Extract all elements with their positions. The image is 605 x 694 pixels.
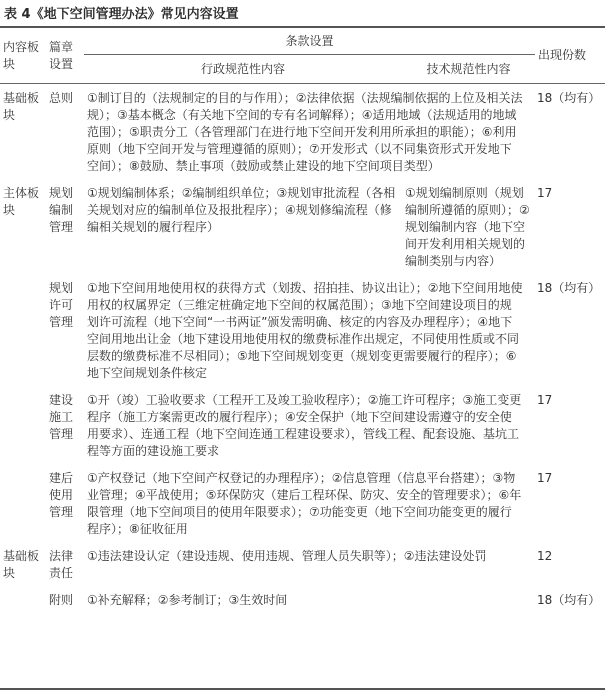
admin-cell: ①地下空间用地使用权的获得方式（划拨、招拍挂、协议出让）；②地下空间用地使用权的权属界定（三维定桩确定地下空间的权属范围）；③地下空间建设项目的规划许可流程（地下空间“一书两证”颁发需明确、核定的内容及办理程序）；④地下空间用地出让金（地下建设用地使用权的缴费标准作出规定，不同使用性质或不同层数的缴费标准不尽相同）；⑤地下空间规划变更（规划变更需要履行的程序）；⑥地下空间规划条件核定 (87, 281, 523, 380)
header-module: 内容板块 (0, 28, 46, 84)
table-row (0, 274, 605, 386)
admin-cell: ①违法建设认定（建设违规、使用违规、管理人员失职等）；②违法建设处罚 (87, 549, 487, 563)
admin-cell: ①产权登记（地下空间产权登记的办理程序）；②信息管理（信息平台搭建）；③物业管理；④平战使用；⑤环保防灾（建后工程环保、防灾、安全的管理要求）；⑥年限管理（地下空间项目的使用年限要求）；⑦功能变更（地下空间功能变更的履行程序）；⑧征收征用 (87, 471, 522, 536)
table-row (0, 586, 605, 613)
count-cell: 17 (537, 393, 553, 407)
content-settings-table (0, 28, 605, 613)
header-tech: 技术规范性内容 (402, 55, 535, 84)
content-table-frame (0, 26, 605, 690)
admin-cell: ①补充解释；②参考制订；③生效时间 (87, 593, 288, 607)
header-count: 出现份数 (535, 28, 605, 84)
admin-cell: ①开（竣）工验收要求（工程开工及竣工验收程序）；②施工许可程序；③施工变更程序（施工方案需更改的履行程序）；④安全保护（地下空间建设需遵守的安全使用要求）、连通工程（地下空间连通工程建设要求），管线工程、配套设施、基坑工程等方面的建设施工要求 (87, 393, 522, 458)
count-cell: 18（均有） (537, 593, 601, 607)
table-row (0, 464, 605, 542)
chapter-cell: 建后使用管理 (49, 471, 74, 519)
count-cell: 17 (537, 471, 553, 485)
table-row (0, 542, 605, 586)
module-cell: 主体板块 (3, 186, 40, 217)
table-row (0, 179, 605, 274)
chapter-cell: 总则 (49, 91, 74, 105)
count-cell: 18（均有） (537, 281, 601, 295)
table-row (0, 84, 605, 180)
count-cell: 17 (537, 186, 553, 200)
admin-cell: ①规划编制体系；②编制组织单位；③规划审批流程（各相关规划对应的编制单位及报批程序）；④规划修编流程（修编相关规划的履行程序） (87, 186, 396, 234)
count-cell: 12 (537, 549, 553, 563)
admin-cell: ①制订目的（法规制定的目的与作用）；②法律依据（法规编制依据的上位及相关法规）；③基本概念（有关地下空间的专有名词解释）；④适用地域（法规适用的地域范围）；⑤职责分工（各管理部门在进行地下空间开发利用所承担的职能）；⑥利用原则（地下空间开发与管理遵循的原则）；⑦开发形式（以不同集资形式开发地下空间）；⑧鼓励、禁止事项（鼓励或禁止建设的地下空间项目类型） (87, 91, 523, 173)
chapter-cell: 规划编制管理 (49, 186, 74, 234)
header-clauses: 条款设置 (84, 28, 535, 55)
table-row (0, 386, 605, 464)
module-cell: 基础板块 (3, 91, 40, 122)
header-admin: 行政规范性内容 (84, 55, 402, 84)
tech-cell: ①规划编制原则（规划编制所遵循的原则）；②规划编制内容（地下空间开发利用相关规划的编制类别与内容） (405, 186, 530, 268)
module-cell: 基础板块 (3, 549, 40, 580)
chapter-cell: 建设施工管理 (49, 393, 74, 441)
table-caption: 表 4《地下空间管理办法》常见内容设置 (4, 7, 239, 22)
count-cell: 18（均有） (537, 91, 601, 105)
header-chapter: 篇章设置 (46, 28, 84, 84)
chapter-cell: 规划许可管理 (49, 281, 74, 329)
chapter-cell: 法律责任 (49, 549, 74, 580)
chapter-cell: 附则 (49, 593, 74, 607)
